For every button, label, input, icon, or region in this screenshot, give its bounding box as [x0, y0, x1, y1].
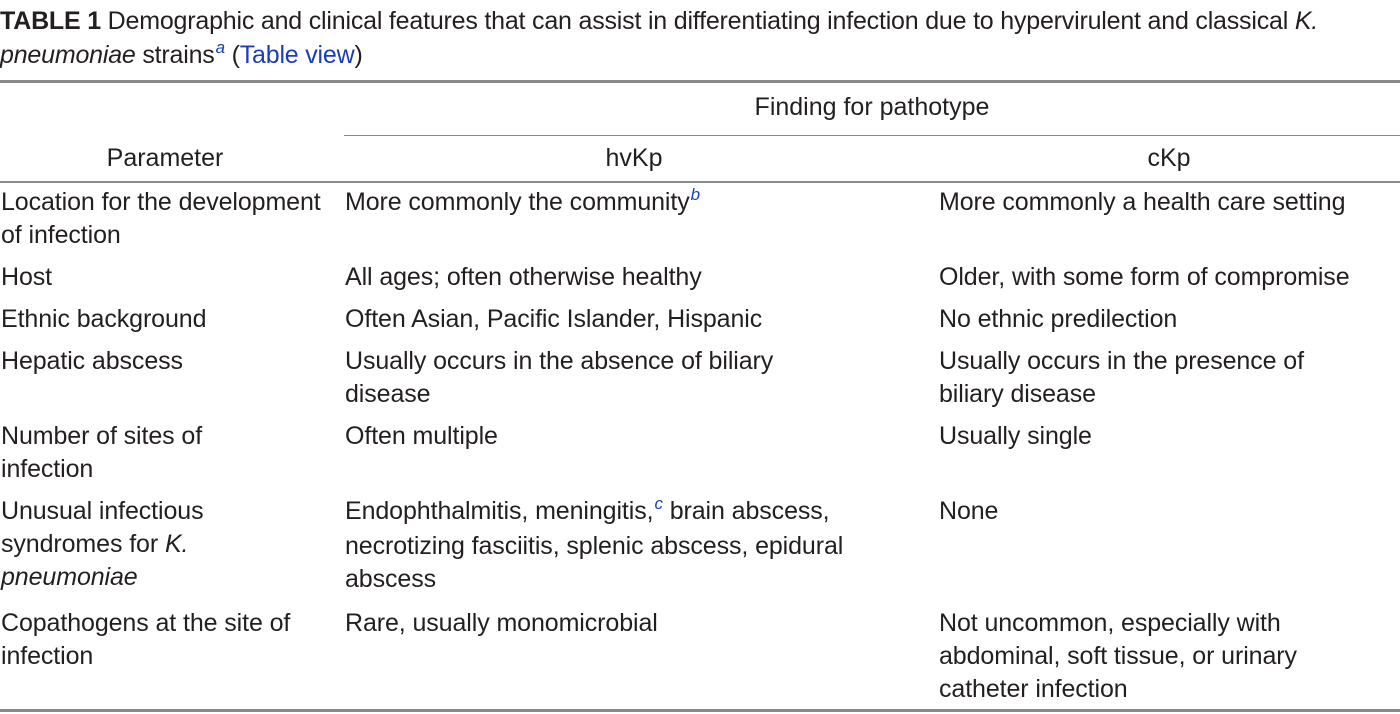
cell-parameter: Number of sites of infection — [1, 422, 203, 483]
paren-close: ) — [354, 41, 363, 69]
table-bottom-rule — [0, 709, 1400, 712]
cell-ckp: Older, with some form of compromise — [939, 263, 1350, 291]
cell-parameter: Hepatic abscess — [1, 347, 183, 375]
caption-footnote-link[interactable]: a — [215, 38, 225, 57]
paren-open: ( — [224, 41, 240, 69]
table-view-link[interactable]: Table view — [239, 41, 355, 69]
cell-parameter: Copathogens at the site of infection — [1, 609, 291, 670]
cell-parameter — [1, 495, 241, 594]
cell-ckp: None — [939, 497, 999, 525]
cell-hvkp-text: More commonly the community — [345, 188, 690, 216]
table-top-rule — [0, 80, 1400, 83]
cell-ckp: Not uncommon, especially with abdominal, soft tissue, or urinary catheter infection — [939, 609, 1297, 703]
header-parameter: Parameter — [106, 144, 224, 172]
cell-hvkp: Usually occurs in the absence of biliary disease — [345, 347, 774, 408]
caption-text: Demographic and clinical features that can assist in differentiating infection due to hypervirulent and classical — [100, 7, 1295, 35]
header-ckp: cKp — [1147, 144, 1191, 172]
caption-text-end: strains — [135, 41, 215, 69]
header-spanner: Finding for pathotype — [754, 93, 990, 121]
cell-hvkp — [345, 186, 925, 221]
cell-hvkp-text-end: brain abscess, necrotizing fasciitis, splenic abscess, epidural abscess — [345, 497, 844, 593]
cell-parameter: Host — [1, 263, 53, 291]
cell-hvkp: Often Asian, Pacific Islander, Hispanic — [345, 305, 763, 333]
cell-ckp: Usually occurs in the presence of biliary disease — [939, 347, 1304, 408]
cell-hvkp: All ages; often otherwise healthy — [345, 263, 702, 291]
table-label: TABLE 1 — [0, 7, 101, 35]
cell-parameter-species: K. pneumoniae — [1, 530, 189, 591]
table-caption — [0, 4, 1398, 75]
cell-parameter: Ethnic background — [1, 305, 207, 333]
caption-species: K. pneumoniae — [0, 7, 1319, 69]
cell-parameter: Location for the development of infection — [1, 188, 321, 249]
header-hvkp: hvKp — [605, 144, 663, 172]
cell-ckp: Usually single — [939, 422, 1092, 450]
footnote-link-b[interactable]: b — [690, 185, 700, 204]
cell-hvkp: Rare, usually monomicrobial — [345, 609, 658, 637]
footnote-link-c[interactable]: c — [654, 494, 663, 513]
spanner-rule — [344, 135, 1400, 136]
cell-hvkp: Often multiple — [345, 422, 498, 450]
header-rule — [0, 181, 1400, 183]
cell-hvkp-text: Endophthalmitis, meningitis, — [345, 497, 654, 525]
cell-ckp: More commonly a health care setting — [939, 188, 1346, 216]
cell-ckp: No ethnic predilection — [939, 305, 1178, 333]
cell-hvkp — [345, 495, 915, 596]
cell-parameter-text: Unusual infectious syndromes for — [1, 497, 204, 558]
